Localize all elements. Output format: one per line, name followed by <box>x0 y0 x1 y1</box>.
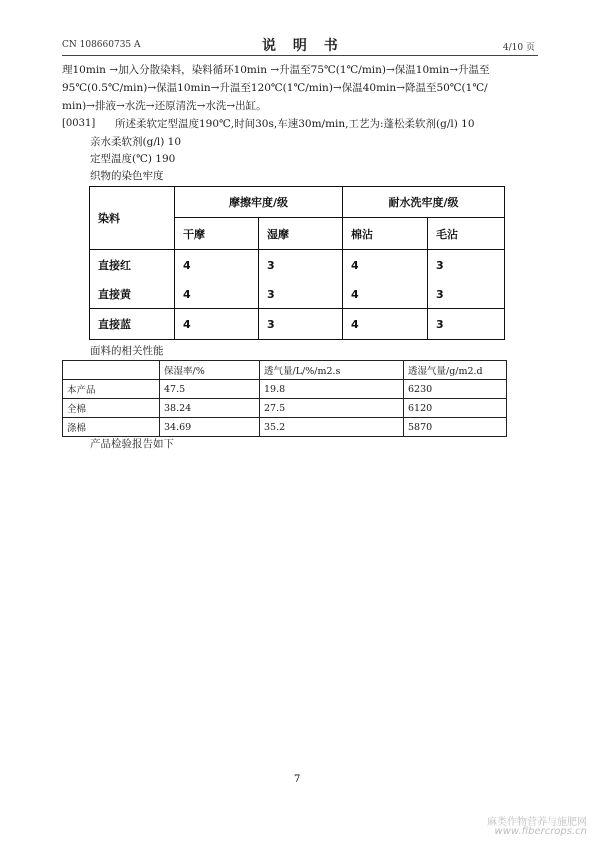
vapor-permeability-value: 6230 <box>404 380 507 399</box>
watermark-text: 麻类作物营养与施肥网 <box>487 817 587 828</box>
process-line-3: min)→排液→水洗→还原清洗→水洗→出缸。 <box>62 100 267 112</box>
dye-name: 直接红 <box>90 250 175 281</box>
dye-name: 直接黄 <box>90 281 175 309</box>
wet-rub-value: 3 <box>259 281 343 309</box>
table-row <box>63 399 507 418</box>
watermark-url: www.fibercrops.cn <box>494 826 587 837</box>
dye-fastness-table <box>89 186 505 340</box>
dye-name: 直接蓝 <box>90 309 175 340</box>
wool-stain-value: 3 <box>428 309 505 340</box>
header-divider <box>62 55 538 56</box>
process-line-1: 理10min →加入分散染料，染料循环10min →升温至75℃(1℃/min)→保温10min→升温至 <box>62 64 490 76</box>
fabric-name: 全棉 <box>63 399 160 418</box>
sub-dry-rub: 干摩 <box>175 218 259 250</box>
air-permeability-value: 27.5 <box>260 399 404 418</box>
moisture-value: 34.69 <box>160 418 260 437</box>
properties-header-vapor: 透湿气量/g/m2.d <box>404 361 507 380</box>
cotton-stain-value: 4 <box>343 309 428 340</box>
dry-rub-value: 4 <box>175 250 259 281</box>
sub-wet-rub: 湿摩 <box>259 218 343 250</box>
air-permeability-value: 35.2 <box>260 418 404 437</box>
sub-cotton-stain: 棉沾 <box>343 218 428 250</box>
air-permeability-value: 19.8 <box>260 380 404 399</box>
wet-rub-value: 3 <box>259 309 343 340</box>
paragraph-text: 所述柔软定型温度190℃,时间30s,车速30m/min,工艺为:蓬松柔软剂(g/l) 10 <box>115 118 475 130</box>
table-row <box>63 418 507 437</box>
wet-rub-value: 3 <box>259 250 343 281</box>
rub-fastness-header: 摩擦牢度/级 <box>175 187 343 218</box>
vapor-permeability-value: 5870 <box>404 418 507 437</box>
setting-temp-line: 定型温度(℃) 190 <box>90 153 176 165</box>
document-title: 说 明 书 <box>262 38 344 54</box>
properties-caption: 面料的相关性能 <box>90 345 164 357</box>
process-line-2: 95℃(0.5℃/min)→保温10min→升温至120℃(1℃/min)→保温40min→降温至50℃(1℃/ <box>62 82 488 94</box>
softener-line: 亲水柔软剂(g/l) 10 <box>90 136 182 148</box>
moisture-value: 38.24 <box>160 399 260 418</box>
wash-fastness-header: 耐水洗牢度/级 <box>343 187 505 218</box>
paragraph-tag: [0031] <box>62 118 96 129</box>
table-row <box>63 380 507 399</box>
fabric-name: 涤棉 <box>63 418 160 437</box>
wool-stain-value: 3 <box>428 250 505 281</box>
wool-stain-value: 3 <box>428 281 505 309</box>
properties-header-moisture: 保湿率/% <box>160 361 260 380</box>
fabric-name: 本产品 <box>63 380 160 399</box>
properties-header-blank <box>63 361 160 380</box>
inspection-report-note: 产品检验报告如下 <box>90 438 174 450</box>
sub-wool-stain: 毛沾 <box>428 218 505 250</box>
properties-header-air: 透气量/L/%/m2.s <box>260 361 404 380</box>
cotton-stain-value: 4 <box>343 250 428 281</box>
moisture-value: 47.5 <box>160 380 260 399</box>
dry-rub-value: 4 <box>175 309 259 340</box>
vapor-permeability-value: 6120 <box>404 399 507 418</box>
patent-number: CN 108660735 A <box>62 40 141 50</box>
page-info: 4/10 页 <box>502 43 535 53</box>
page-number: 7 <box>294 774 301 785</box>
col-dye-header: 染料 <box>90 187 175 250</box>
fabric-properties-table <box>62 360 507 437</box>
cotton-stain-value: 4 <box>343 281 428 309</box>
dry-rub-value: 4 <box>175 281 259 309</box>
fastness-caption: 织物的染色牢度 <box>90 170 164 182</box>
